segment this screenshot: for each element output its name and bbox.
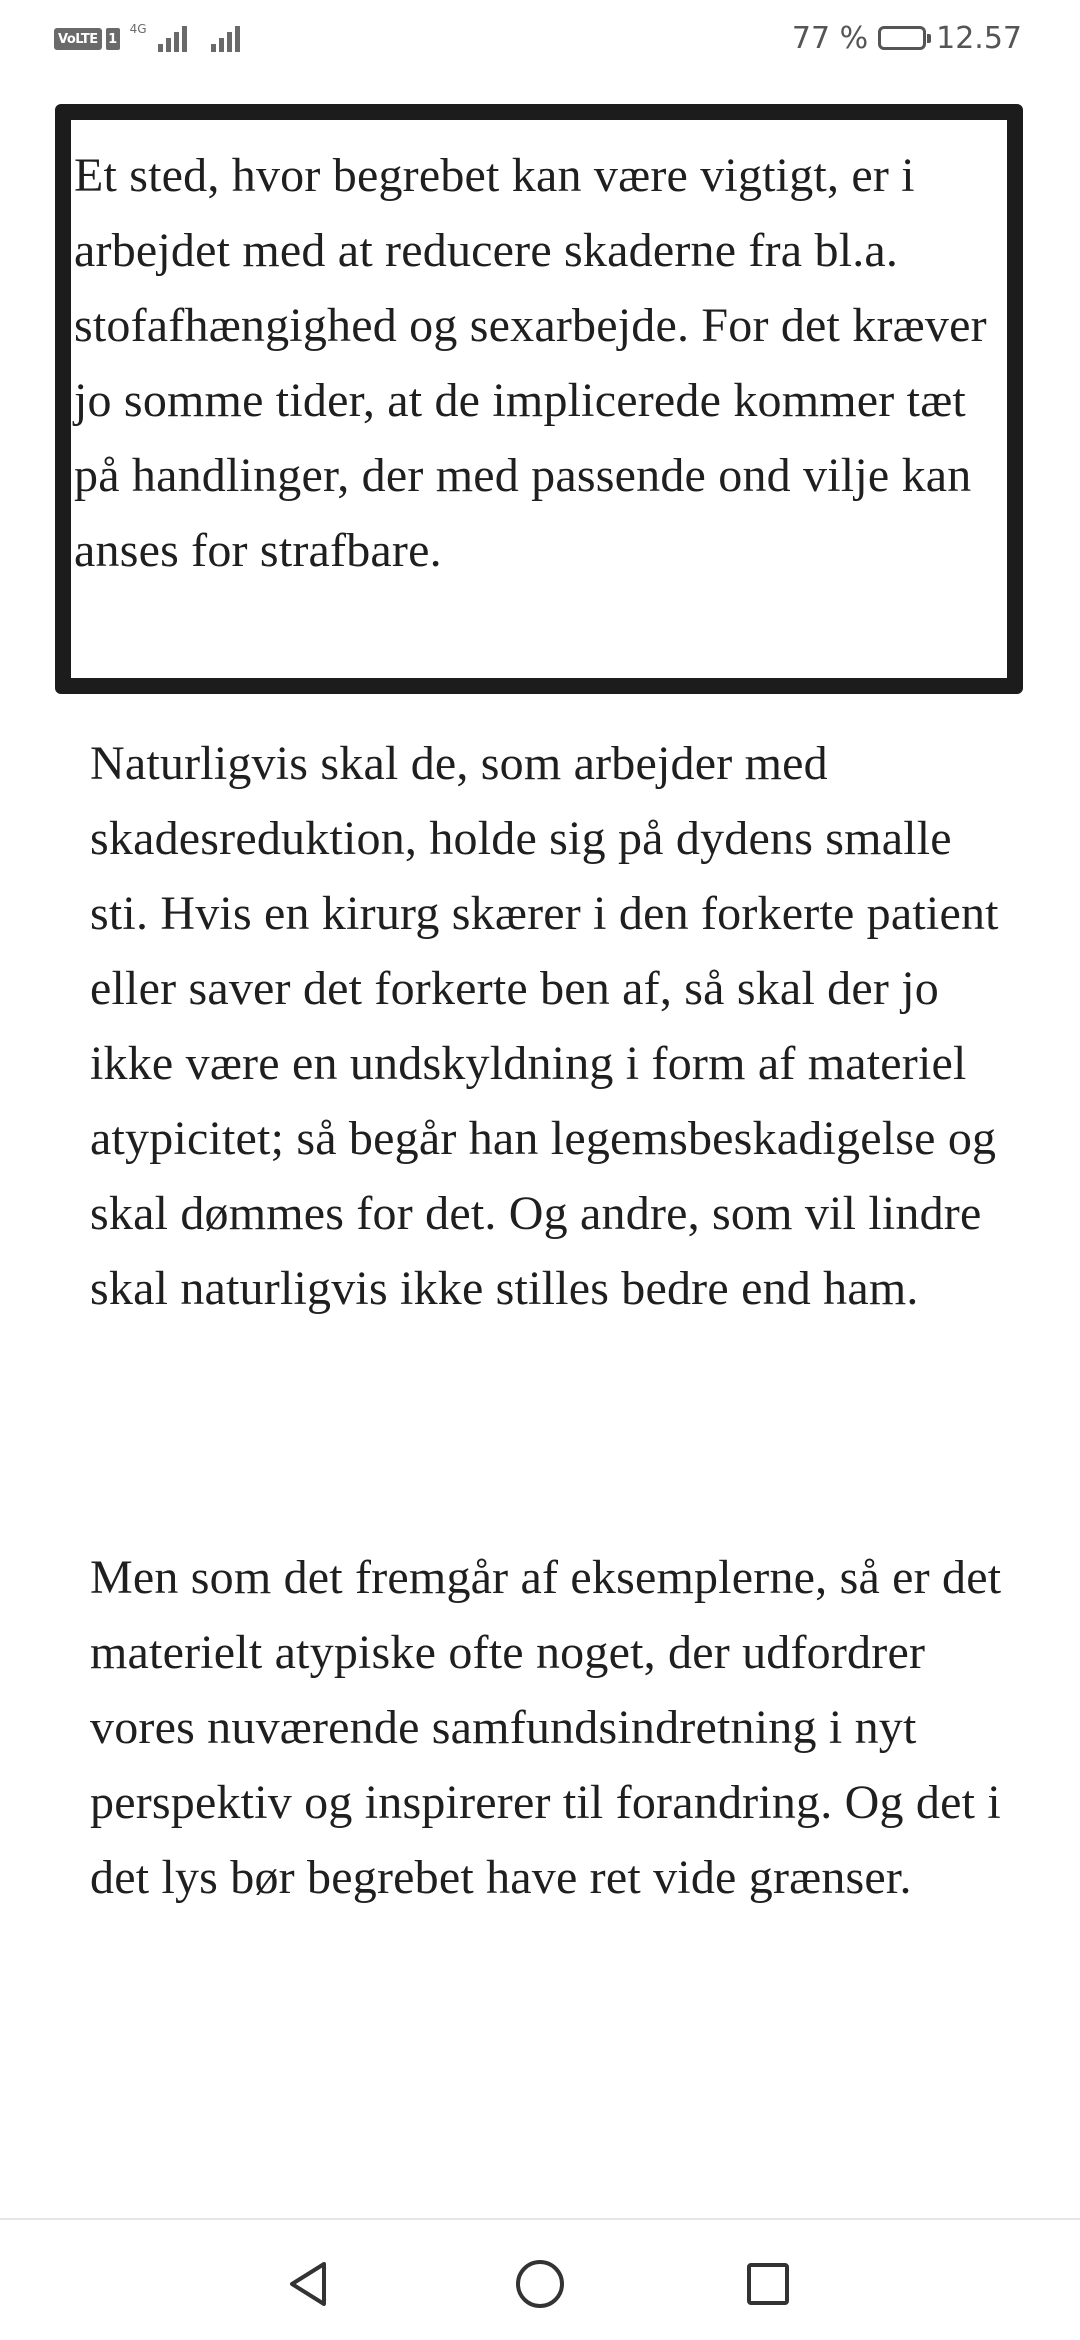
- battery-icon: [878, 26, 926, 50]
- recents-icon: [744, 2260, 792, 2308]
- back-button[interactable]: [278, 2254, 338, 2314]
- signal-strength-icon: [158, 22, 187, 52]
- article-paragraph: Naturligvis skal de, som arbejder med skadesreduktion, holde sig på dydens smalle sti. Hvis en kirurg skærer i den forkerte patient eller saver det forkerte ben af, så skal der jo ikke være en undskyldning i form af materiel atypicitet; så begår han legemsbeskadigelse og skal dømmes for det. Og andre, som vil lindre skal naturligvis ikke stilles bedre end ham.: [90, 737, 999, 1315]
- status-bar-right: [792, 18, 1022, 58]
- back-icon: [284, 2259, 332, 2309]
- recents-button[interactable]: [738, 2254, 798, 2314]
- battery-percent: 77 %: [791, 20, 869, 56]
- signal-strength-icon: [211, 22, 240, 52]
- article-paragraph: Men som det fremgår af eksemplerne, så er det materielt atypiske ofte noget, der udfordrer vores nuværende samfundsindretning i nyt perspektiv og inspirerer til forandring. Og det i det lys bør begrebet have ret vide grænser.: [90, 1551, 1002, 1904]
- volte-icon: VoLTE: [54, 28, 102, 50]
- quote-text: Et sted, hvor begrebet kan være vigtigt, er i arbejdet med at reducere skaderne fra bl.a. stofafhængighed og sexarbejde. For det kræver jo somme tider, at de implicerede kommer tæt på handlinger, der med passende ond vilje kan anses for strafbare.: [74, 149, 987, 577]
- status-bar-left: [54, 20, 240, 56]
- home-icon: [513, 2257, 567, 2311]
- status-bar: [0, 0, 1080, 72]
- home-button[interactable]: [510, 2254, 570, 2314]
- clock: 12.57: [936, 20, 1022, 56]
- navigation-bar: [0, 2220, 1080, 2340]
- network-type-label: 4G: [129, 22, 147, 36]
- sim-slot-badge: 1: [106, 28, 120, 50]
